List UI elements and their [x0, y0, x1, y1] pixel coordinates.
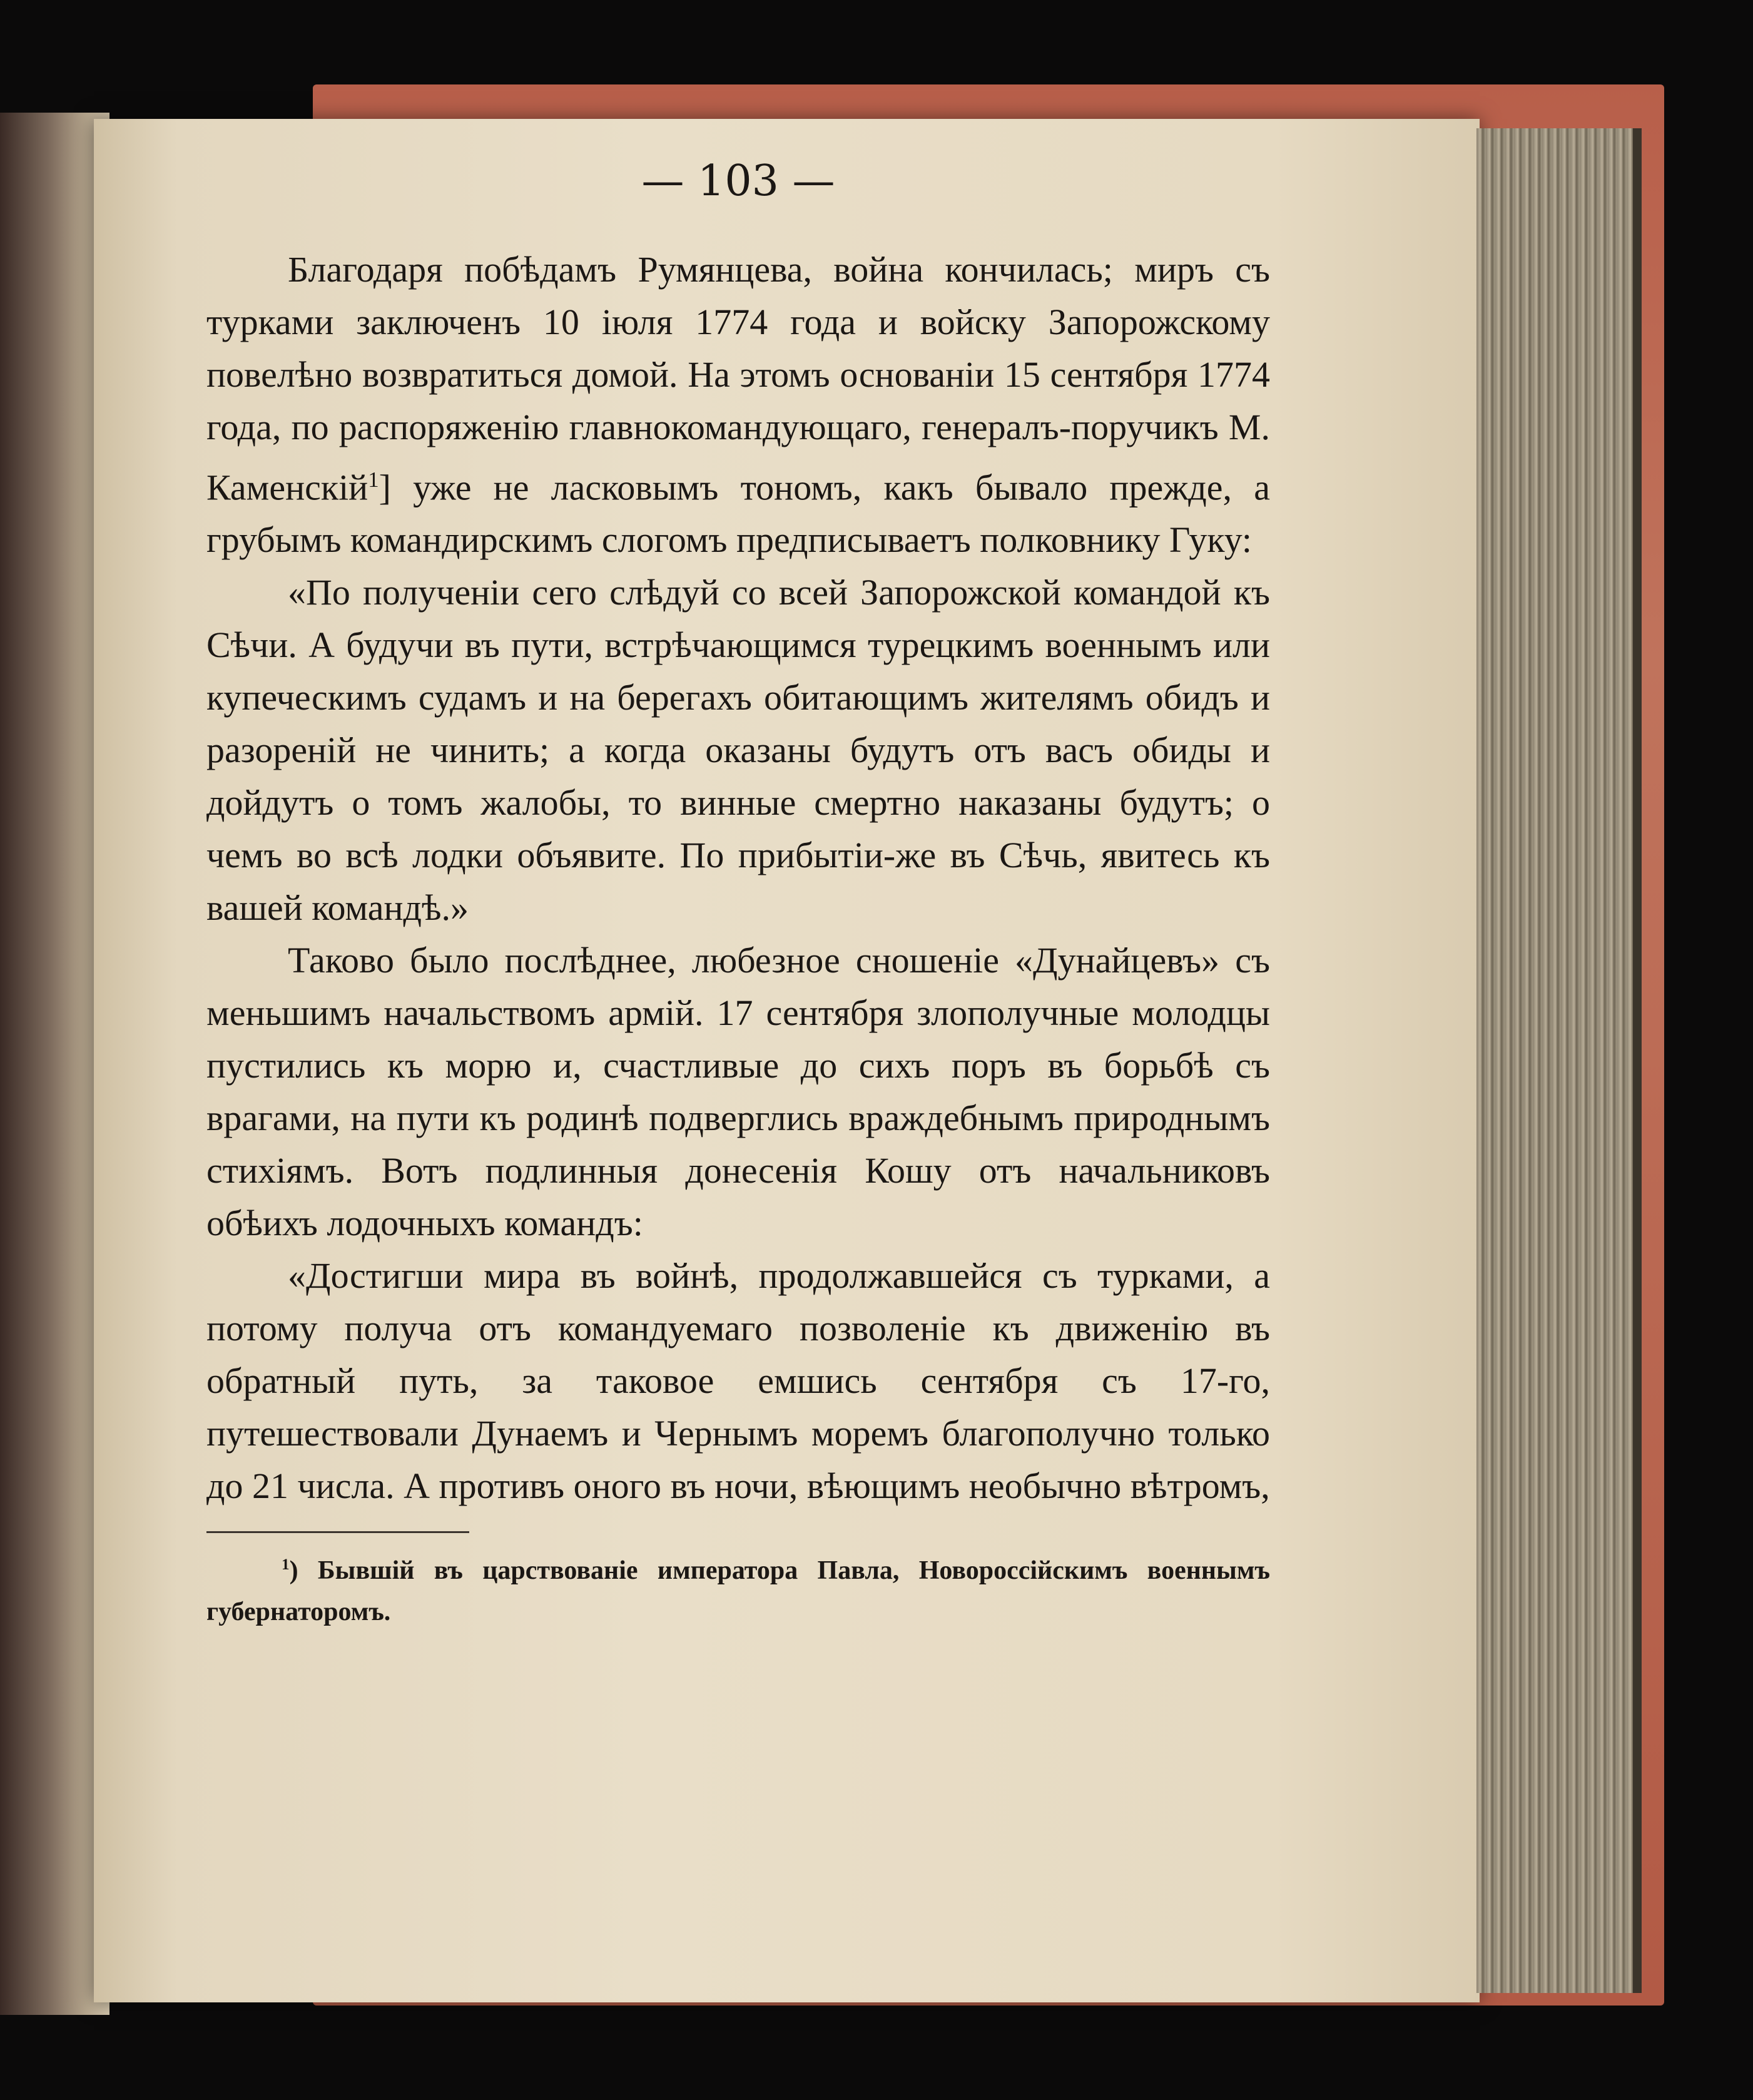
page-text — [206, 156, 1270, 1633]
footnote-reference: 1 — [368, 467, 379, 492]
paragraph-2: «По полученіи сего слѣдуй со всей Запорожской командой къ Сѣчи. А будучи въ пути, встрѣчающимся турецкимъ военнымъ или купеческимъ судамъ и на берегахъ обитающимъ жителямъ обидъ и разореній не чинить; а когда оказаны будутъ отъ васъ обиды и дойдутъ о томъ жалобы, то винные смертно наказаны будутъ; о чемъ во всѣ лодки объявите. По прибытіи-же въ Сѣчь, явитесь къ вашей командѣ.» — [206, 572, 1270, 929]
paragraph-1-text: Благодаря побѣдамъ Румянцева, война кончилась; миръ съ турками заключенъ 10 іюля 1774 года и войску Запорожскому повелѣно возвратиться домой. На этомъ основаніи 15 сентября 1774 года, по распоряженію главнокомандующаго, генералъ-поручикъ М. Каменскій — [206, 249, 1270, 508]
footnote-divider — [206, 1531, 469, 1533]
paragraph-1 — [206, 243, 1270, 566]
paragraph-3: Таково было послѣднее, любезное сношеніе «Дунайцевъ» съ меньшимъ начальствомъ армій. 17 сентября злополучные молодцы пустились къ морю и, счастливые до сихъ поръ въ борьбѣ съ врагами, на пути къ родинѣ подверглись враждебнымъ природнымъ стихіямъ. Вотъ подлинныя донесенія Кошу отъ начальниковъ обѣихъ лодочныхъ командъ: — [206, 940, 1270, 1244]
page-number: — 103 — — [641, 156, 835, 206]
paragraph-4: «Достигши мира въ войнѣ, продолжавшейся съ турками, а потому получа отъ командуемаго позволеніе къ движенію въ обратный путь, за таковое емшись сентября съ 17-го, путешествовали Дунаемъ и Чернымъ моремъ благополучно только до 21 числа. А противъ оного въ ночи, вѣющимъ необычно вѣтромъ, — [206, 1255, 1270, 1507]
left-page-edge — [0, 113, 109, 2015]
footnote-mark: 1 — [282, 1556, 290, 1574]
footnote-text: ) Бывшій въ царствованіе императора Павла, Новороссійскимъ военнымъ губернаторомъ. — [206, 1556, 1270, 1627]
footnote — [206, 1544, 1270, 1633]
paragraph-1-tail: ] уже не ласковымъ тономъ, какъ бывало прежде, а грубымъ командирскимъ слогомъ предписываетъ полковнику Гуку: — [206, 467, 1270, 561]
page-block-edge — [1476, 128, 1642, 1993]
